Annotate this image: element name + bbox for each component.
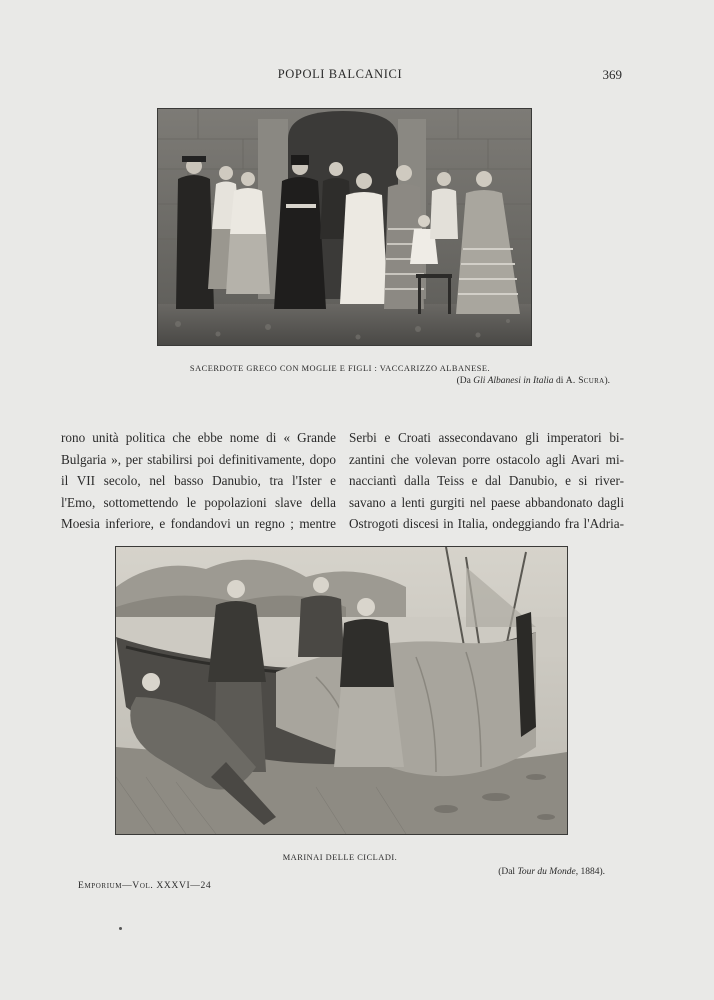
credit-suffix: , 1884).: [575, 867, 605, 877]
text-line: savano a lenti gurgiti nel paese abbandonato dagli: [349, 494, 624, 510]
figure-1-caption: SACERDOTE GRECO CON MOGLIE E FIGLI : VACCARIZZO ALBANESE.: [189, 364, 491, 373]
text-line: nacciantì dalla Teiss e dal Danubio, e si river-: [349, 473, 624, 488]
text-column-left: [61, 427, 336, 535]
text-line: l'Emo, sottomettendo le popolazioni slave della: [61, 494, 336, 510]
credit-source-title: Gli Albanesi in Italia: [473, 376, 554, 386]
text-line: zantini che volevan porre ostacolo agli Avari mi-: [349, 451, 624, 467]
text-line: rono unità politica che ebbe nome di « Grande: [61, 430, 336, 445]
text-column-right: [349, 427, 624, 535]
signature-mark: Emporium—Vol. XXXVI—24: [78, 880, 212, 891]
credit-source-title: Tour du Monde: [517, 867, 576, 877]
credit-prefix: (Da: [456, 376, 474, 386]
paper-speck: [119, 927, 122, 930]
figure-2-caption: MARINAI DELLE CICLADI.: [282, 853, 398, 862]
credit-prefix: (Dal: [498, 867, 518, 877]
text-line: Moesia inferiore, e fondandovi un regno ; mentre: [61, 516, 336, 531]
group-photograph-illustration: [158, 109, 531, 345]
text-line: Serbi e Croati assecondavano gli imperatori bi-: [349, 430, 624, 445]
group-photograph: [157, 108, 532, 346]
running-title: POPOLI BALCANICI: [277, 67, 403, 81]
text-line: Ostrogoti discesi in Italia, ondeggiando fra l'Adria-: [349, 516, 624, 531]
sailors-engraving: [115, 546, 568, 835]
text-line: il VII secolo, nel basso Danubio, tra l'Ister e: [61, 473, 336, 488]
figure-1-credit: [380, 376, 610, 386]
figure-2-credit: [420, 867, 605, 877]
credit-suffix: ).: [604, 376, 610, 386]
text-line: Bulgaria », per stabilirsi poi definitivamente, dopo: [61, 451, 336, 467]
credit-joiner: di: [553, 376, 566, 386]
page-number: 369: [602, 67, 622, 82]
sailors-engraving-illustration: [116, 547, 567, 834]
credit-author: A. Scura: [565, 376, 605, 386]
